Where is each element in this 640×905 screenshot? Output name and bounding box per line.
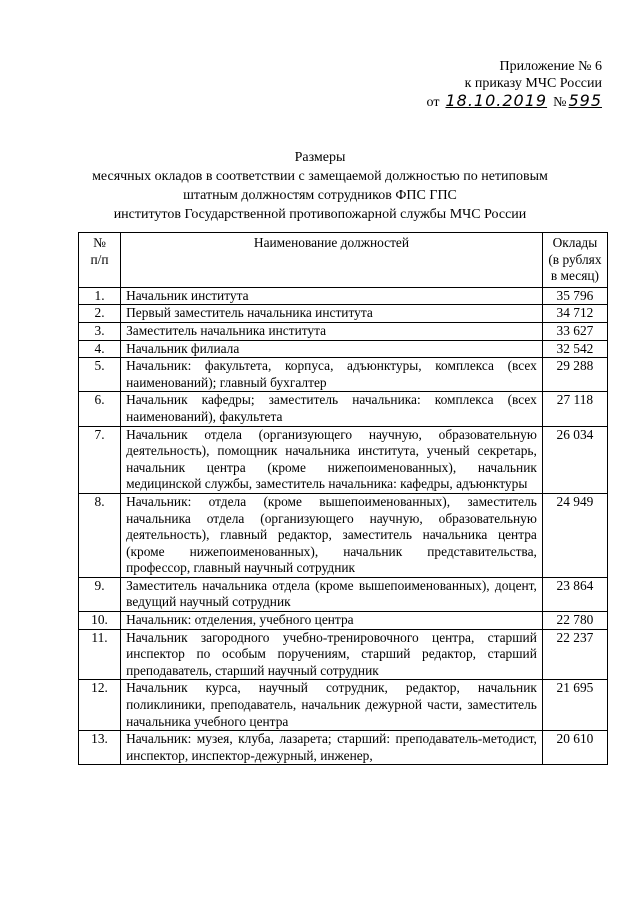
header-salary-line-1: Оклады — [552, 235, 598, 250]
row-salary: 35 796 — [542, 287, 607, 305]
row-salary: 20 610 — [542, 731, 607, 765]
row-salary: 29 288 — [542, 358, 607, 392]
row-position: Начальник института — [121, 287, 543, 305]
table-row — [79, 680, 608, 731]
header-salary-line-3: в месяц) — [550, 268, 600, 284]
appendix-order-ref: к приказу МЧС России — [464, 76, 602, 91]
title-line-1: Размеры — [294, 150, 346, 165]
row-number: 8. — [79, 493, 121, 577]
row-number: 1. — [79, 287, 121, 305]
handwritten-number: 595 — [568, 91, 602, 110]
row-salary: 33 627 — [542, 322, 607, 340]
row-number: 7. — [79, 426, 121, 493]
row-number: 12. — [79, 680, 121, 731]
header-position-name: Наименование должностей — [121, 233, 543, 288]
table-row — [79, 629, 608, 680]
row-salary: 22 780 — [542, 612, 607, 630]
row-position: Начальник отдела (организующего научную, образовательную деятельность), помощник начальника института, ученый секретарь, начальник центра (кроме нижепоименованных), начальник медицинской службы, заместитель начальника: кафедры, адъюнктуры — [121, 426, 543, 493]
row-number: 5. — [79, 358, 121, 392]
row-number: 13. — [79, 731, 121, 765]
row-number: 6. — [79, 392, 121, 426]
header-salary — [542, 233, 607, 288]
title-line-4: институтов Государственной противопожарной службы МЧС России — [113, 207, 527, 222]
title-line-3: штатным должностям сотрудников ФПС ГПС — [183, 188, 457, 203]
row-position: Первый заместитель начальника института — [121, 305, 543, 323]
table-row — [79, 322, 608, 340]
row-position: Начальник: отдела (кроме вышепоименованных), заместитель начальника отдела (организующего научную, образовательную деятельность), главный редактор, заместитель начальника центра (кроме нижепоименованных), начальник представительства, профессор, главный научный сотрудник — [121, 493, 543, 577]
row-number: 3. — [79, 322, 121, 340]
row-position: Начальник: отделения, учебного центра — [121, 612, 543, 630]
row-salary: 22 237 — [542, 629, 607, 680]
row-number: 2. — [79, 305, 121, 323]
appendix-block — [402, 58, 602, 111]
document-title — [40, 148, 600, 224]
header-number — [79, 233, 121, 288]
row-salary: 21 695 — [542, 680, 607, 731]
table-row — [79, 358, 608, 392]
header-number-line-1: № — [93, 235, 106, 250]
table-row — [79, 493, 608, 577]
row-salary: 27 118 — [542, 392, 607, 426]
appendix-date-number-line — [402, 92, 602, 111]
table-row — [79, 577, 608, 611]
table-row — [79, 392, 608, 426]
row-salary: 23 864 — [542, 577, 607, 611]
row-number: 9. — [79, 577, 121, 611]
table-row — [79, 426, 608, 493]
row-number: 4. — [79, 340, 121, 358]
row-position: Начальник загородного учебно-тренировочного центра, старший инспектор по особым поручениям, старший редактор, старший преподаватель, старший научный сотрудник — [121, 629, 543, 680]
table-row — [79, 340, 608, 358]
header-number-line-2: п/п — [90, 251, 109, 267]
table-row — [79, 305, 608, 323]
table-row — [79, 731, 608, 765]
appendix-title: Приложение № 6 — [499, 59, 602, 74]
table-row — [79, 612, 608, 630]
handwritten-date: 18.10.2019 — [445, 91, 548, 110]
row-salary: 34 712 — [542, 305, 607, 323]
row-salary: 24 949 — [542, 493, 607, 577]
row-position: Начальник кафедры; заместитель начальника: комплекса (всех наименований), факультета — [121, 392, 543, 426]
header-salary-line-2: (в рублях — [548, 251, 602, 267]
row-number: 11. — [79, 629, 121, 680]
row-position: Заместитель начальника института — [121, 322, 543, 340]
table-header-row — [79, 233, 608, 288]
table-row — [79, 287, 608, 305]
row-position: Заместитель начальника отдела (кроме вышепоименованных), доцент, ведущий научный сотрудник — [121, 577, 543, 611]
title-line-2: месячных окладов в соответствии с замещаемой должностью по нетиповым — [92, 169, 548, 184]
number-prefix: № — [553, 95, 567, 110]
row-salary: 32 542 — [542, 340, 607, 358]
from-prefix: от — [426, 95, 440, 110]
row-position: Начальник курса, научный сотрудник, редактор, начальник поликлиники, преподаватель, начальник дежурной части, заместитель начальника учебного центра — [121, 680, 543, 731]
row-position: Начальник: музея, клуба, лазарета; старший: преподаватель-методист, инспектор, инспектор-дежурный, инженер, — [121, 731, 543, 765]
row-position: Начальник: факультета, корпуса, адъюнктуры, комплекса (всех наименований); главный бухгалтер — [121, 358, 543, 392]
salary-table — [78, 232, 608, 765]
row-number: 10. — [79, 612, 121, 630]
row-salary: 26 034 — [542, 426, 607, 493]
row-position: Начальник филиала — [121, 340, 543, 358]
